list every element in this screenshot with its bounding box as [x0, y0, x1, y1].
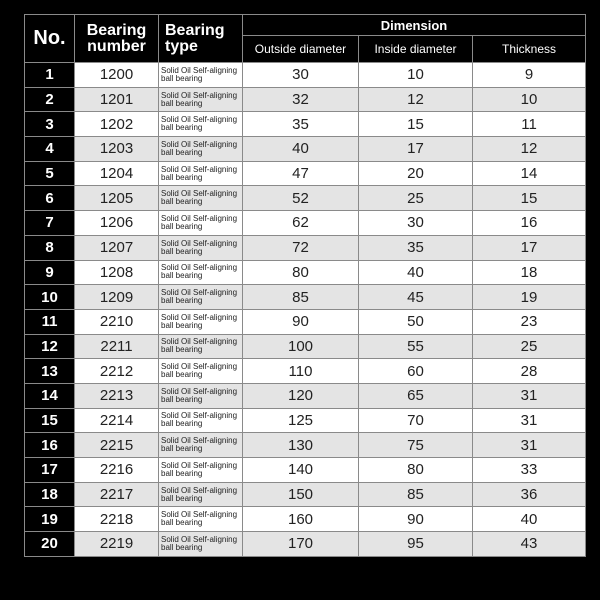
inside-diameter-cell: 80 [359, 458, 473, 483]
thickness-cell: 28 [473, 359, 586, 384]
table-row [25, 334, 586, 359]
row-number-cell: 3 [25, 112, 75, 137]
row-number-cell: 12 [25, 334, 75, 359]
outside-diameter-cell: 90 [243, 309, 359, 334]
thickness-cell: 12 [473, 137, 586, 162]
table-row [25, 211, 586, 236]
header-no: No. [25, 15, 75, 63]
bearing-number-cell: 1203 [75, 137, 159, 162]
row-number-cell: 7 [25, 211, 75, 236]
thickness-cell: 14 [473, 161, 586, 186]
inside-diameter-cell: 60 [359, 359, 473, 384]
outside-diameter-cell: 170 [243, 532, 359, 557]
table-row [25, 285, 586, 310]
bearing-type-cell: Solid Oil Self-aligning ball bearing [159, 186, 243, 211]
bearing-number-cell: 2210 [75, 309, 159, 334]
inside-diameter-cell: 90 [359, 507, 473, 532]
table-row [25, 186, 586, 211]
thickness-cell: 31 [473, 408, 586, 433]
bearing-type-cell: Solid Oil Self-aligning ball bearing [159, 87, 243, 112]
inside-diameter-cell: 20 [359, 161, 473, 186]
bearing-type-cell: Solid Oil Self-aligning ball bearing [159, 112, 243, 137]
header-outside-diameter: Outside diameter [243, 36, 359, 63]
thickness-cell: 17 [473, 235, 586, 260]
bearing-number-cell: 2214 [75, 408, 159, 433]
bearing-number-cell: 1202 [75, 112, 159, 137]
row-number-cell: 19 [25, 507, 75, 532]
header-bearing-type: Bearing type [159, 15, 243, 63]
bearing-number-cell: 2213 [75, 383, 159, 408]
thickness-cell: 40 [473, 507, 586, 532]
table-row [25, 507, 586, 532]
bearing-number-cell: 1209 [75, 285, 159, 310]
bearing-type-cell: Solid Oil Self-aligning ball bearing [159, 359, 243, 384]
bearing-type-cell: Solid Oil Self-aligning ball bearing [159, 235, 243, 260]
bearing-type-cell: Solid Oil Self-aligning ball bearing [159, 458, 243, 483]
row-number-cell: 13 [25, 359, 75, 384]
thickness-cell: 33 [473, 458, 586, 483]
outside-diameter-cell: 52 [243, 186, 359, 211]
table-row [25, 235, 586, 260]
header-bearing-number: Bearing number [75, 15, 159, 63]
thickness-cell: 10 [473, 87, 586, 112]
outside-diameter-cell: 125 [243, 408, 359, 433]
bearing-number-cell: 2216 [75, 458, 159, 483]
row-number-cell: 6 [25, 186, 75, 211]
outside-diameter-cell: 72 [243, 235, 359, 260]
table-row [25, 408, 586, 433]
table-row [25, 532, 586, 557]
bearing-spec-table [24, 14, 586, 557]
thickness-cell: 19 [473, 285, 586, 310]
inside-diameter-cell: 65 [359, 383, 473, 408]
bearing-type-cell: Solid Oil Self-aligning ball bearing [159, 63, 243, 88]
row-number-cell: 20 [25, 532, 75, 557]
bearing-type-cell: Solid Oil Self-aligning ball bearing [159, 137, 243, 162]
inside-diameter-cell: 12 [359, 87, 473, 112]
header-dimension: Dimension [243, 15, 586, 36]
thickness-cell: 23 [473, 309, 586, 334]
bearing-type-cell: Solid Oil Self-aligning ball bearing [159, 532, 243, 557]
table-row [25, 137, 586, 162]
outside-diameter-cell: 150 [243, 482, 359, 507]
bearing-type-cell: Solid Oil Self-aligning ball bearing [159, 433, 243, 458]
outside-diameter-cell: 80 [243, 260, 359, 285]
bearing-number-cell: 1206 [75, 211, 159, 236]
table-row [25, 433, 586, 458]
inside-diameter-cell: 10 [359, 63, 473, 88]
bearing-type-cell: Solid Oil Self-aligning ball bearing [159, 482, 243, 507]
bearing-number-cell: 2215 [75, 433, 159, 458]
table-row [25, 309, 586, 334]
row-number-cell: 2 [25, 87, 75, 112]
table-row [25, 63, 586, 88]
bearing-type-cell: Solid Oil Self-aligning ball bearing [159, 161, 243, 186]
thickness-cell: 31 [473, 383, 586, 408]
bearing-type-cell: Solid Oil Self-aligning ball bearing [159, 211, 243, 236]
bearing-number-cell: 1204 [75, 161, 159, 186]
inside-diameter-cell: 25 [359, 186, 473, 211]
inside-diameter-cell: 17 [359, 137, 473, 162]
inside-diameter-cell: 85 [359, 482, 473, 507]
table-row [25, 458, 586, 483]
bearing-number-cell: 1205 [75, 186, 159, 211]
thickness-cell: 18 [473, 260, 586, 285]
row-number-cell: 9 [25, 260, 75, 285]
inside-diameter-cell: 55 [359, 334, 473, 359]
row-number-cell: 15 [25, 408, 75, 433]
row-number-cell: 4 [25, 137, 75, 162]
outside-diameter-cell: 85 [243, 285, 359, 310]
row-number-cell: 8 [25, 235, 75, 260]
inside-diameter-cell: 30 [359, 211, 473, 236]
inside-diameter-cell: 40 [359, 260, 473, 285]
bearing-number-cell: 1200 [75, 63, 159, 88]
table-row [25, 383, 586, 408]
outside-diameter-cell: 130 [243, 433, 359, 458]
bearing-type-cell: Solid Oil Self-aligning ball bearing [159, 260, 243, 285]
outside-diameter-cell: 110 [243, 359, 359, 384]
inside-diameter-cell: 50 [359, 309, 473, 334]
bearing-number-cell: 1208 [75, 260, 159, 285]
thickness-cell: 25 [473, 334, 586, 359]
row-number-cell: 5 [25, 161, 75, 186]
bearing-number-cell: 2218 [75, 507, 159, 532]
row-number-cell: 11 [25, 309, 75, 334]
bearing-number-cell: 2211 [75, 334, 159, 359]
header-thickness: Thickness [473, 36, 586, 63]
bearing-type-cell: Solid Oil Self-aligning ball bearing [159, 507, 243, 532]
table-body [25, 63, 586, 557]
outside-diameter-cell: 62 [243, 211, 359, 236]
table-row [25, 112, 586, 137]
outside-diameter-cell: 160 [243, 507, 359, 532]
thickness-cell: 16 [473, 211, 586, 236]
table-row [25, 260, 586, 285]
inside-diameter-cell: 15 [359, 112, 473, 137]
outside-diameter-cell: 100 [243, 334, 359, 359]
table-row [25, 161, 586, 186]
bearing-spec-table-container [24, 14, 585, 557]
bearing-type-cell: Solid Oil Self-aligning ball bearing [159, 309, 243, 334]
bearing-number-cell: 2219 [75, 532, 159, 557]
inside-diameter-cell: 35 [359, 235, 473, 260]
outside-diameter-cell: 40 [243, 137, 359, 162]
row-number-cell: 17 [25, 458, 75, 483]
inside-diameter-cell: 70 [359, 408, 473, 433]
row-number-cell: 1 [25, 63, 75, 88]
row-number-cell: 10 [25, 285, 75, 310]
outside-diameter-cell: 32 [243, 87, 359, 112]
bearing-number-cell: 2217 [75, 482, 159, 507]
inside-diameter-cell: 75 [359, 433, 473, 458]
table-row [25, 87, 586, 112]
outside-diameter-cell: 47 [243, 161, 359, 186]
thickness-cell: 11 [473, 112, 586, 137]
row-number-cell: 18 [25, 482, 75, 507]
outside-diameter-cell: 140 [243, 458, 359, 483]
thickness-cell: 31 [473, 433, 586, 458]
table-row [25, 359, 586, 384]
inside-diameter-cell: 45 [359, 285, 473, 310]
bearing-number-cell: 1201 [75, 87, 159, 112]
row-number-cell: 16 [25, 433, 75, 458]
bearing-number-cell: 2212 [75, 359, 159, 384]
thickness-cell: 15 [473, 186, 586, 211]
outside-diameter-cell: 35 [243, 112, 359, 137]
header-inside-diameter: Inside diameter [359, 36, 473, 63]
outside-diameter-cell: 30 [243, 63, 359, 88]
table-row [25, 482, 586, 507]
bearing-type-cell: Solid Oil Self-aligning ball bearing [159, 408, 243, 433]
thickness-cell: 43 [473, 532, 586, 557]
bearing-type-cell: Solid Oil Self-aligning ball bearing [159, 334, 243, 359]
inside-diameter-cell: 95 [359, 532, 473, 557]
bearing-type-cell: Solid Oil Self-aligning ball bearing [159, 285, 243, 310]
bearing-type-cell: Solid Oil Self-aligning ball bearing [159, 383, 243, 408]
thickness-cell: 36 [473, 482, 586, 507]
outside-diameter-cell: 120 [243, 383, 359, 408]
thickness-cell: 9 [473, 63, 586, 88]
bearing-number-cell: 1207 [75, 235, 159, 260]
row-number-cell: 14 [25, 383, 75, 408]
